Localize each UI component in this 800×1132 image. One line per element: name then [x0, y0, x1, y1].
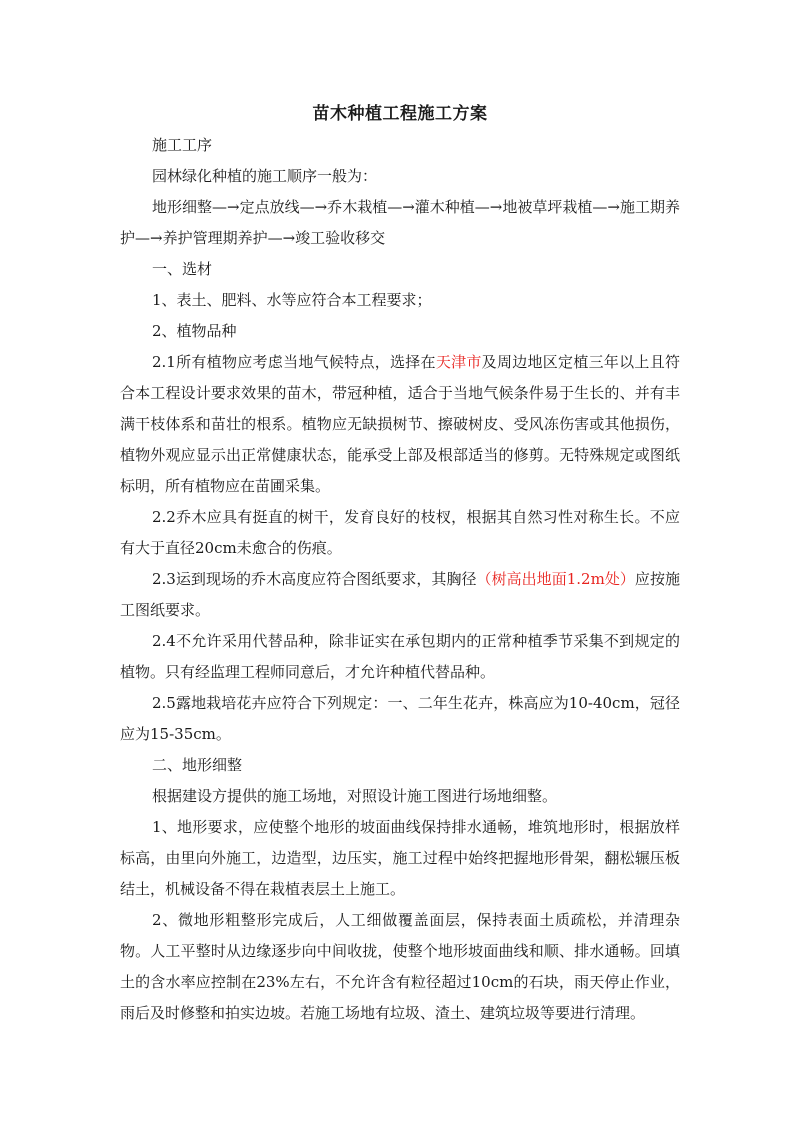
paragraph-2-1-pre: 2.1所有植物应考虑当地气候特点，选择在: [152, 353, 436, 371]
paragraph-process-intro: 园林绿化种植的施工顺序一般为：: [152, 167, 378, 185]
paragraph-2-4: 2.4不允许采用代替品种，除非证实在承包期内的正常种植季节采集不到规定的植物。只有经监理工程师同意后，才允许种植代替品种。: [120, 632, 680, 681]
paragraph-2-3: [120, 564, 680, 626]
section-heading-materials: 一、选材: [152, 260, 213, 278]
document-title: 苗木种植工程施工方案: [312, 104, 488, 124]
paragraph-2-1: [120, 347, 680, 502]
paragraph-2-3-pre: 2.3运到现场的乔木高度应符合图纸要求，其胸径: [152, 570, 477, 588]
paragraph-2-1-post: 及周边地区定植三年以上且符合本工程设计要求效果的苗木，带冠种植，适合于当地气候条件易于生长的、并有丰满干枝体系和苗壮的根系。植物应无缺损树节、擦破树皮、受风冻伤害或其他损伤，植物外观应显示出正常健康状态，能承受上部及根部适当的修剪。无特殊规定或图纸标明，所有植物应在苗圃采集。: [120, 353, 680, 495]
paragraph-process-heading: 施工工序: [152, 136, 213, 154]
paragraph-2-2: 2.2乔木应具有挺直的树干，发育良好的枝杈，根据其自然习性对称生长。不应有大于直径20cm未愈合的伤痕。: [120, 508, 680, 557]
paragraph-2-5: 2.5露地栽培花卉应符合下列规定：一、二年生花卉，株高应为10-40cm，冠径应为15-35cm。: [120, 694, 680, 743]
highlight-location: 天津市: [435, 353, 482, 371]
document-page: [120, 100, 680, 1029]
paragraph-terrain-2: 2、微地形粗整形完成后，人工细做覆盖面层，保持表面土质疏松，并清理杂物。人工平整时从边缘逐步向中间收拢，使整个地形坡面曲线和顺、排水通畅。回填土的含水率应控制在23%左右，不允许含有粒径超过10cm的石块，雨天停止作业，雨后及时修整和拍实边坡。若施工场地有垃圾、渣土、建筑垃圾等要进行清理。: [120, 911, 680, 1022]
paragraph-terrain-intro: 根据建设方提供的施工场地，对照设计施工图进行场地细整。: [152, 787, 558, 805]
paragraph-process-sequence: 地形细整—→定点放线—→乔木栽植—→灌木种植—→地被草坪栽植—→施工期养护—→养护管理期养护—→竣工验收移交: [120, 198, 680, 247]
paragraph-materials-1: 1、表土、肥料、水等应符合本工程要求；: [152, 291, 432, 309]
paragraph-2-3-post: 应按施工图纸要求。: [120, 570, 680, 619]
section-heading-terrain: 二、地形细整: [152, 756, 243, 774]
highlight-measure-height: （树高出地面1.2m处）: [476, 570, 635, 588]
subheading-plant-varieties: 2、植物品种: [152, 322, 237, 340]
paragraph-terrain-1: 1、地形要求，应使整个地形的坡面曲线保持排水通畅，堆筑地形时，根据放样标高，由里向外施工，边造型，边压实，施工过程中始终把握地形骨架，翻松辗压板结土，机械设备不得在栽植表层土上施工。: [120, 818, 680, 898]
